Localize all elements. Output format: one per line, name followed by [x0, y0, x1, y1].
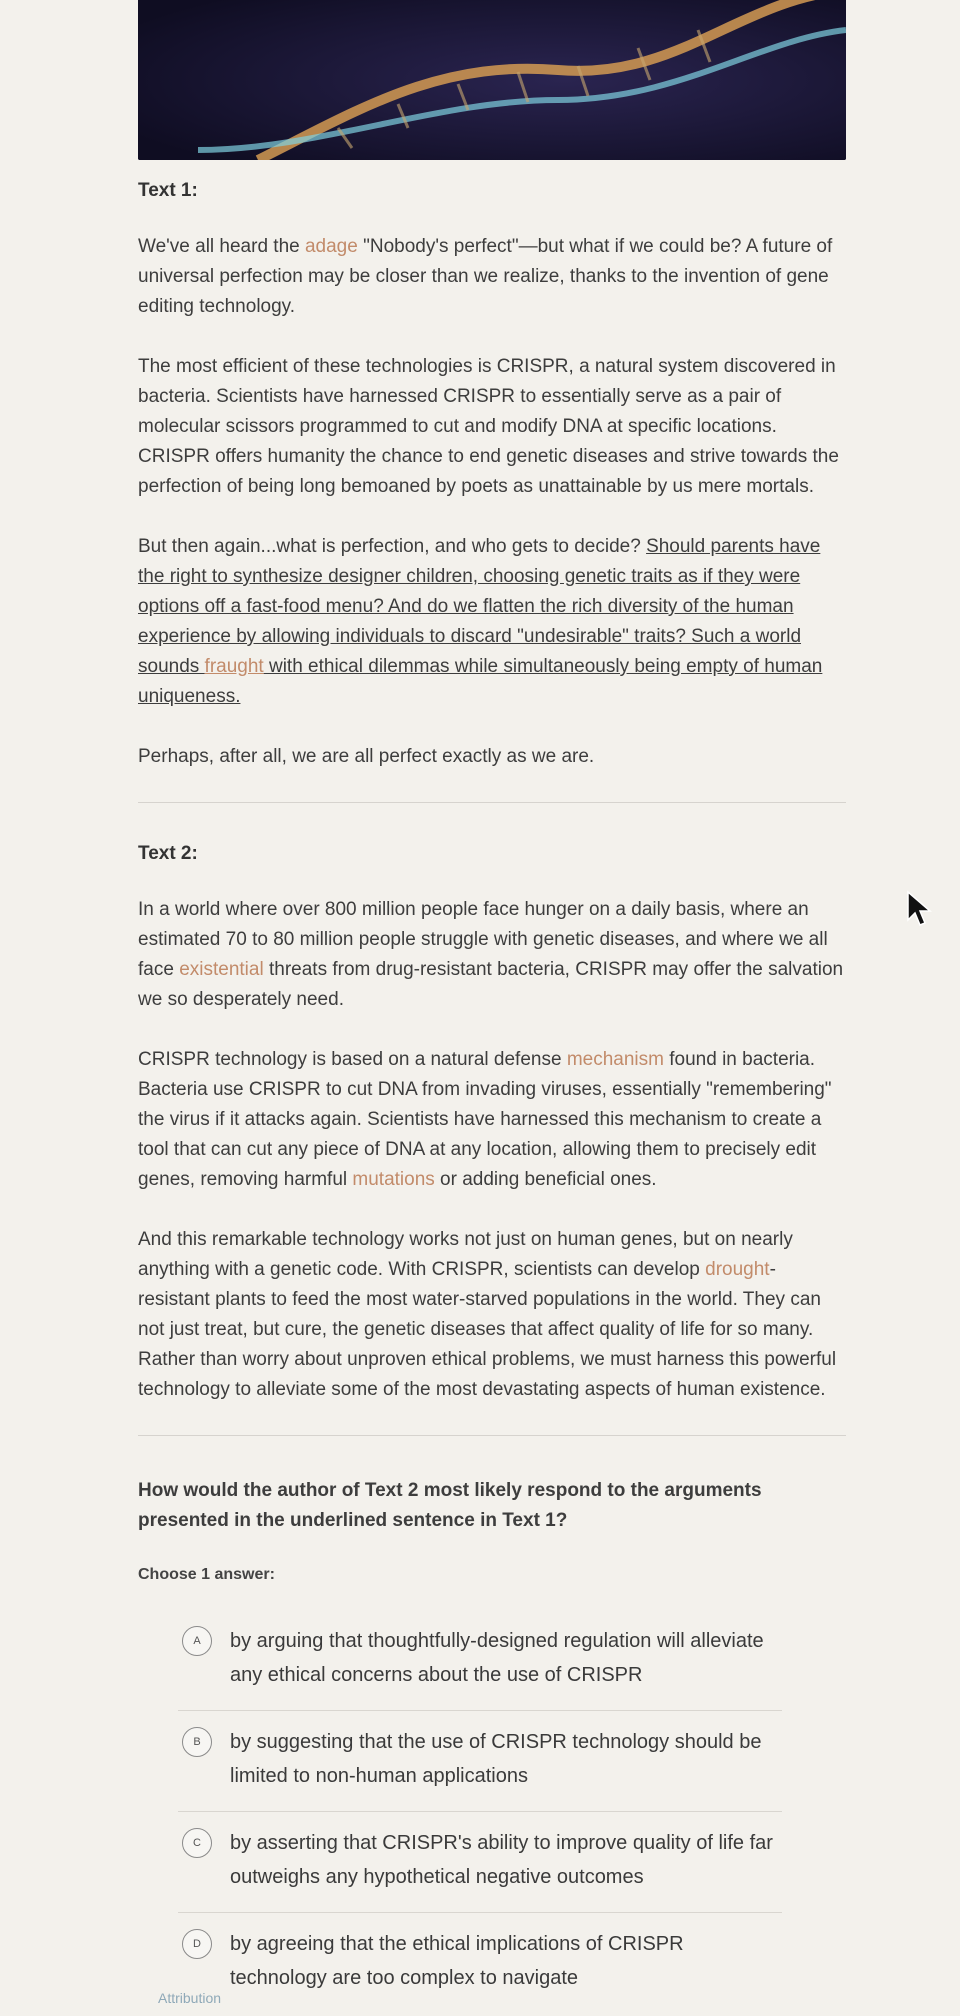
text1-label: Text 1: — [138, 180, 198, 201]
dna-hero-image — [138, 0, 846, 160]
text2-p1-b: threats from drug-resistant bacteria, CRISPR may offer the salvation we so desperately need. — [138, 959, 844, 1010]
text1-paragraph-3 — [138, 532, 846, 712]
text1-p1-a: We've all heard the — [138, 236, 305, 257]
option-text-a: by arguing that thoughtfully-designed regulation will alleviate any ethical concerns about the use of CRISPR — [230, 1630, 764, 1686]
text2-p2-b: found in bacteria. Bacteria use CRISPR to cut DNA from invading viruses, essentially "remembering" the virus if it attacks again. Scientists have harnessed this mechanism to create a tool that can cut any piece of DNA at any location, allowing them to precisely edit genes, removing harmful — [138, 1049, 832, 1190]
option-text-b: by suggesting that the use of CRISPR technology should be limited to non-human applications — [230, 1731, 762, 1787]
text1-p3-a: But then again...what is perfection, and who gets to decide? — [138, 536, 647, 557]
glossary-link-adage[interactable]: adage — [304, 236, 358, 257]
dna-helix-icon — [138, 0, 846, 160]
passage-content — [138, 180, 846, 2013]
option-text-d: by agreeing that the ethical implications of CRISPR technology are too complex to navigate — [230, 1933, 684, 1989]
text2-paragraph-3 — [138, 1225, 846, 1405]
option-letter-b: B — [182, 1727, 212, 1757]
underlined-sentence-b: with ethical dilemmas while simultaneously being empty of human uniqueness. — [138, 656, 823, 707]
text2-paragraph-1 — [138, 895, 846, 1015]
text2-p3-a: And this remarkable technology works not just on human genes, but on nearly anything with a genetic code. With CRISPR, scientists can develop — [138, 1229, 793, 1280]
attribution-link[interactable]: Attribution — [158, 1990, 222, 2006]
answer-prompt: Choose 1 answer: — [138, 1566, 275, 1583]
text1-paragraph-2: The most efficient of these technologies is CRISPR, a natural system discovered in bacteria. Scientists have harnessed CRISPR to essentially serve as a pair of molecular scissors programmed to cut and modify DNA at specific locations. CRISPR offers humanity the chance to end genetic diseases and strive towards the perfection of being long bemoaned by poets as unattainable by us mere mortals. — [138, 356, 839, 497]
text2-p1-a: In a world where over 800 million people face hunger on a daily basis, where an estimated 70 to 80 million people struggle with genetic diseases, and where we all face — [138, 899, 828, 980]
option-letter-a: A — [182, 1626, 212, 1656]
answer-option-a[interactable] — [178, 1610, 782, 1711]
text2-paragraph-2 — [138, 1045, 846, 1195]
text2-p3-b: -resistant plants to feed the most water-starved populations in the world. They can not just treat, but cure, the genetic diseases that affect quality of life for so many. Rather than worry about unproven ethical problems, we must harness this powerful technology to alleviate some of the most devastating aspects of human existence. — [138, 1259, 837, 1400]
glossary-link-drought[interactable]: drought — [705, 1259, 770, 1280]
option-letter-d: D — [182, 1929, 212, 1959]
text2-p2-c: or adding beneficial ones. — [434, 1169, 657, 1190]
glossary-link-existential[interactable]: existential — [179, 959, 264, 980]
glossary-link-mechanism[interactable]: mechanism — [566, 1049, 664, 1070]
answer-option-c[interactable] — [178, 1812, 782, 1913]
question-text: How would the author of Text 2 most likely respond to the arguments presented in the underlined sentence in Text 1? — [138, 1480, 762, 1531]
arrow-cursor-icon — [906, 890, 934, 933]
glossary-link-mutations[interactable]: mutations — [352, 1169, 435, 1190]
text2-p2-a: CRISPR technology is based on a natural defense — [138, 1049, 567, 1070]
answer-options — [178, 1610, 782, 2013]
text1-paragraph-1 — [138, 232, 846, 322]
option-text-c: by asserting that CRISPR's ability to improve quality of life far outweighs any hypothetical negative outcomes — [230, 1832, 773, 1888]
answer-option-b[interactable] — [178, 1711, 782, 1812]
text1-paragraph-4: Perhaps, after all, we are all perfect exactly as we are. — [138, 746, 595, 767]
option-letter-c: C — [182, 1828, 212, 1858]
glossary-link-fraught[interactable]: fraught — [204, 656, 264, 677]
divider — [138, 1435, 846, 1436]
divider — [138, 802, 846, 803]
underlined-sentence-a: Should parents have the right to synthesize designer children, choosing genetic traits as if they were options off a fast-food menu? And do we flatten the rich diversity of the human experience by allowing individuals to discard "undesirable" traits? Such a world sounds — [138, 536, 821, 677]
text1-p1-b: "Nobody's perfect"—but what if we could be? A future of universal perfection may be closer than we realize, thanks to the invention of gene editing technology. — [138, 236, 833, 317]
text2-label: Text 2: — [138, 843, 198, 864]
answer-option-d[interactable] — [178, 1913, 782, 2013]
